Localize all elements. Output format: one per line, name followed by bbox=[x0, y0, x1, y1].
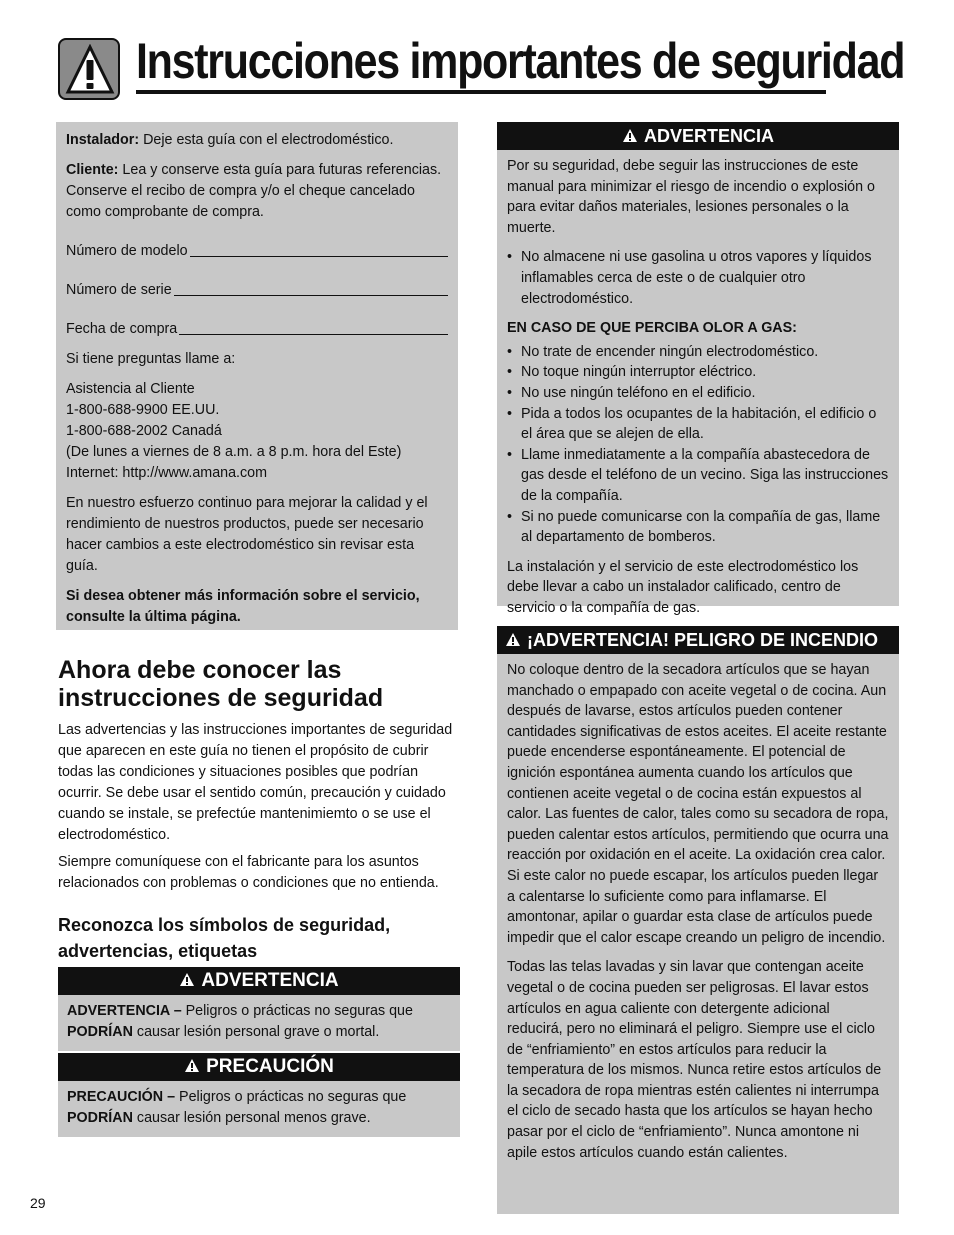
page-title: Instrucciones importantes de seguridad bbox=[136, 33, 905, 89]
warning-sample-header bbox=[58, 967, 460, 995]
caution-lead: PRECAUCIÓN – bbox=[67, 1089, 176, 1105]
section-heading: Ahora debe conocer las instrucciones de seguridad bbox=[58, 656, 384, 712]
phone-canada: 1-800-688-2002 Canadá bbox=[66, 423, 222, 439]
warning-sample-box bbox=[58, 967, 460, 1051]
list-item: • Llame inmediatamente a la compañía abastecedora de gas desde el teléfono de un vecino. Siga las instrucciones de la compañía. bbox=[507, 445, 889, 507]
internet-link[interactable]: Internet: http://www.amana.com bbox=[66, 465, 268, 481]
warning-intro: Por su seguridad, debe seguir las instrucciones de este manual para minimizar el riesgo de incendio o explosión o para evitar daños materiales, lesiones personales o la muerte. bbox=[507, 158, 875, 236]
list-item: • No use ningún teléfono en el edificio. bbox=[507, 383, 889, 404]
title-rule bbox=[136, 90, 826, 94]
warning-podrian: PODRÍAN bbox=[67, 1024, 133, 1040]
caution-text-2: causar lesión personal menos grave. bbox=[136, 1110, 371, 1126]
hours-text: (De lunes a viernes de 8 a.m. a 8 p.m. hora del Este) bbox=[66, 444, 402, 460]
questions-text: Si tiene preguntas llame a: bbox=[66, 351, 236, 367]
installer-label: Instalador: bbox=[66, 132, 140, 148]
warning-icon bbox=[622, 128, 638, 143]
warning-sample-body bbox=[58, 995, 460, 1051]
model-label: Número de modelo bbox=[66, 243, 188, 259]
fire-warning-title: ¡ADVERTENCIA! PELIGRO DE INCENDIO bbox=[527, 630, 879, 650]
client-label: Cliente: bbox=[66, 162, 119, 178]
fire-warning-body bbox=[497, 654, 899, 1214]
caution-sample-header bbox=[58, 1053, 460, 1081]
warning-icon bbox=[184, 1058, 200, 1073]
improvement-text: En nuestro esfuerzo continuo para mejorar la calidad y el rendimiento de nuestros productos, puede ser necesario hacer cambios a este electrodoméstico sin revisar esta guía. bbox=[66, 495, 428, 574]
fire-paragraph-1: No coloque dentro de la secadora artículos que se hayan manchado o empapado con aceite vegetal o de cocina. Aun después de lavarse, estos artículos pueden contener cantidades significativas de estos aceites. El aceite restante puede encenderse espontáneamente. El potencial de ignición espontánea aumenta cuando los artículos que contienen aceite vegetal o de cocina están expuestos al calor. Las fuentes de calor, tales como su secadora de ropa, pueden calentar estos artículos, permitiendo que ocurra una reacción por oxidación en el aceite. La oxidación crea calor. Si este calor no puede escapar, los artículos pueden llegar a calentarse lo suficiente como para inflamarse. El amontonar, apilar o guardar esta clase de artículos puede impedir que el calor escape creando un peligro de incendio. bbox=[507, 662, 889, 946]
info-box bbox=[56, 122, 458, 630]
caution-sample-body bbox=[58, 1081, 460, 1137]
serial-label: Número de serie bbox=[66, 282, 172, 298]
client-text: Lea y conserve esta guía para futuras referencias. Conserve el recibo de compra y/o el cheque cancelado como comprobante de compra. bbox=[66, 162, 442, 220]
fire-warning-box bbox=[497, 626, 899, 1214]
serial-field[interactable] bbox=[66, 280, 448, 301]
list-item: • Si no puede comunicarse con la compañía de gas, llame al departamento de bomberos. bbox=[507, 507, 889, 548]
warning-box-body bbox=[497, 150, 899, 616]
warning-icon bbox=[58, 38, 120, 100]
warning-text-2: causar lesión personal grave o mortal. bbox=[136, 1024, 380, 1040]
warning-box-header bbox=[497, 122, 899, 150]
fire-paragraph-2: Todas las telas lavadas y sin lavar que contengan aceite vegetal o de cocina pueden ser peligrosas. El lavar estos artículos en agua caliente con detergente adicional reducirá, pero no eliminará el peligro. Siempre use el ciclo de “enfriamiento” en estos artículos para reducir la temperatura de los mismos. Nunca retire estos artículos de la secadora de ropa mientras estén calientes ni interrumpa el ciclo de secado hasta que los artículos se hayan hecho pasar por el ciclo de “enfriamiento”. Nunca amontone ni apile estos artículos cuando están calientes. bbox=[507, 959, 882, 1161]
phone-us: 1-800-688-9900 EE.UU. bbox=[66, 402, 220, 418]
warning-box-title: ADVERTENCIA bbox=[643, 126, 774, 146]
installer-line bbox=[66, 130, 448, 151]
caution-sample-box bbox=[58, 1053, 460, 1137]
warning-icon bbox=[179, 972, 195, 987]
purchase-date-label: Fecha de compra bbox=[66, 321, 178, 337]
section-paragraph-1: Las advertencias y las instrucciones importantes de seguridad que aparecen en este guía no tienen el propósito de cubrir todas las condiciones y situaciones posibles que podrían ocurrir. Se debe usar el sentido común, precaución y cuidado cuando se instale, se prefectúe mantenimiemto o se use el electrodoméstico. bbox=[58, 722, 453, 843]
warning-box bbox=[497, 122, 899, 616]
client-line bbox=[66, 160, 448, 223]
list-item: • No toque ningún interruptor eléctrico. bbox=[507, 362, 889, 383]
warning-sample-title: ADVERTENCIA bbox=[201, 970, 339, 991]
page-header bbox=[58, 33, 905, 102]
symbols-subheading: Reconozca los símbolos de seguridad, advertencias, etiquetas bbox=[58, 915, 391, 961]
gas-heading: EN CASO DE QUE PERCIBA OLOR A GAS: bbox=[507, 320, 797, 337]
warning-icon bbox=[505, 632, 521, 647]
model-field[interactable] bbox=[66, 241, 448, 262]
purchase-date-field[interactable] bbox=[66, 319, 448, 340]
section-paragraph-2: Siempre comuníquese con el fabricante para los asuntos relacionados con problemas o condiciones que no entienda. bbox=[58, 854, 439, 891]
list-item: • No trate de encender ningún electrodoméstico. bbox=[507, 342, 889, 363]
installer-text: Deje esta guía con el electrodoméstico. bbox=[143, 132, 394, 148]
caution-sample-title: PRECAUCIÓN bbox=[206, 1056, 334, 1077]
fire-warning-header bbox=[497, 626, 899, 654]
service-note: Si desea obtener más información sobre el servicio, consulte la última página. bbox=[66, 588, 420, 625]
warning-closing: La instalación y el servicio de este electrodoméstico los debe llevar a cabo un instalador calificado, centro de servicio o la compañía de gas. bbox=[507, 558, 859, 616]
page-number: 29 bbox=[30, 1195, 46, 1211]
list-item: • No almacene ni use gasolina u otros vapores y líquidos inflamables cerca de este o de cualquier otro electrodoméstico. bbox=[507, 247, 889, 309]
list-item: • Pida a todos los ocupantes de la habitación, el edificio o el área que se alejen de ella. bbox=[507, 404, 889, 445]
warning-text-1: Peligros o prácticas no seguras que bbox=[185, 1003, 413, 1019]
caution-podrian: PODRÍAN bbox=[67, 1110, 133, 1126]
assist-title: Asistencia al Cliente bbox=[66, 381, 195, 397]
caution-text-1: Peligros o prácticas no seguras que bbox=[179, 1089, 407, 1105]
warning-lead: ADVERTENCIA – bbox=[67, 1003, 182, 1019]
